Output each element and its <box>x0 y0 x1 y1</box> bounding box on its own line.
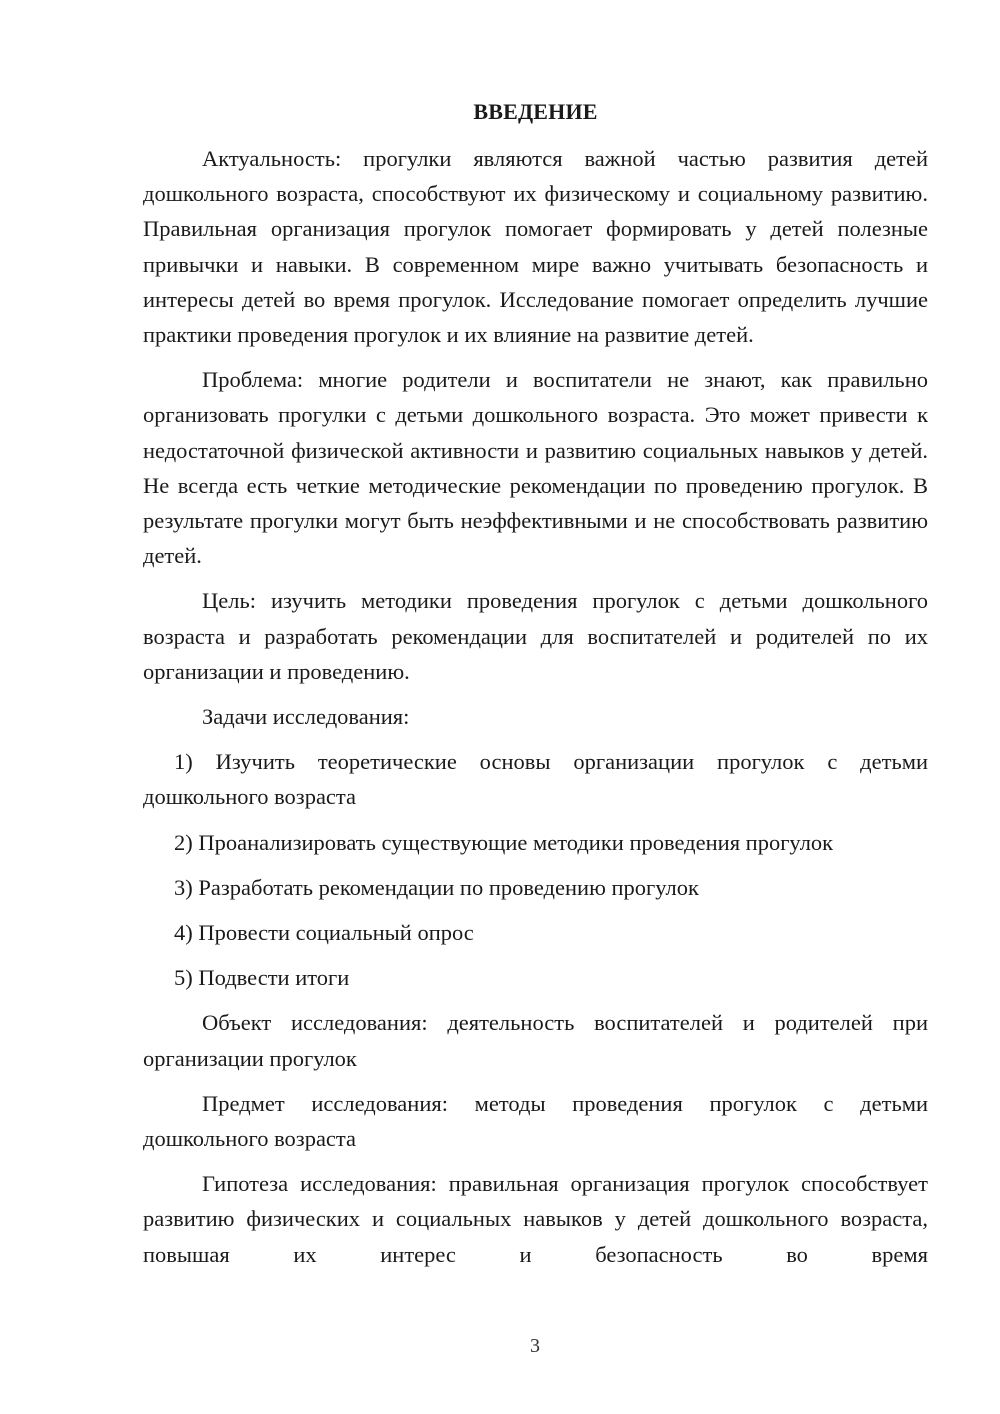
object-paragraph: Объект исследования: деятельность воспитателей и родителей при организации прогулок <box>143 1010 928 1071</box>
task-item-2: 2) Проанализировать существующие методики проведения прогулок <box>174 829 834 855</box>
page-content <box>143 94 928 1282</box>
page-number: 3 <box>530 1335 540 1357</box>
problem-paragraph: Проблема: многие родители и воспитатели не знают, как правильно организовать прогулки с детьми дошкольного возраста. Это может привести к недостаточной физической активности и развитию социальных навыков у детей. Не всегда есть четкие методические рекомендации по проведению прогулок. В результате прогулки могут быть неэффективными и не способствовать развитию детей. <box>143 367 928 569</box>
hypothesis-paragraph: Гипотеза исследования: правильная организация прогулок способствует развитию физических и социальных навыков у детей дошкольного возраста, повышая их интерес и безопасность во время <box>143 1171 928 1267</box>
goal-paragraph: Цель: изучить методики проведения прогулок с детьми дошкольного возраста и разработать рекомендации для воспитателей и родителей по их организации и проведению. <box>143 588 928 684</box>
task-item-5: 5) Подвести итоги <box>174 965 350 991</box>
task-item-3: 3) Разработать рекомендации по проведению прогулок <box>174 874 699 900</box>
subject-paragraph: Предмет исследования: методы проведения прогулок с детьми дошкольного возраста <box>143 1090 928 1152</box>
tasks-heading: Задачи исследования: <box>202 704 410 730</box>
task-item-1: 1) Изучить теоретические основы организации прогулок с детьми дошкольного возраста <box>143 749 928 810</box>
task-item-4: 4) Провести социальный опрос <box>174 920 474 946</box>
section-heading: ВВЕДЕНИЕ <box>473 99 598 124</box>
relevance-paragraph: Актуальность: прогулки являются важной частью развития детей дошкольного возраста, способствуют их физическому и социальному развитию. Правильная организация прогулок помогает формировать у детей полезные привычки и навыки. В современном мире важно учитывать безопасность и интересы детей во время прогулок. Исследование помогает определить лучшие практики проведения прогулок и их влияние на развитие детей. <box>143 146 928 348</box>
